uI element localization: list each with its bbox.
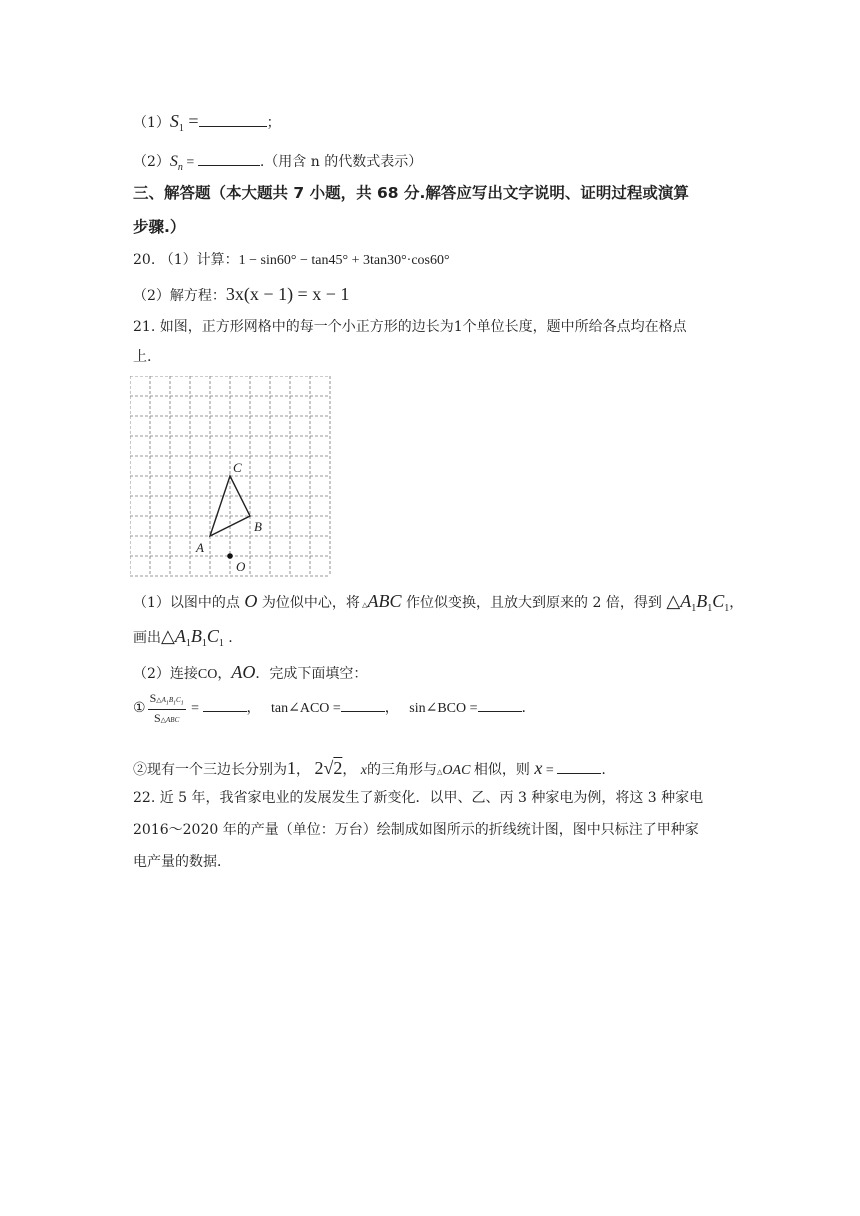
- q21-stem: 21. 如图，正方形网格中的每一个小正方形的边长为1个单位长度，题中所给各点均在格点: [133, 319, 687, 335]
- square-grid: [130, 376, 334, 580]
- q22-stem: 22. 近 5 年，我省家电业的发展发生了新变化．以甲、乙、丙 3 种家电为例，将这 3 种家电: [133, 790, 704, 806]
- answer-blank-sin-bco[interactable]: [478, 697, 522, 712]
- point-o: [227, 553, 233, 559]
- q21-stem-cont: 上.: [133, 349, 152, 365]
- q22-stem-cont1: 2016～2020 年的产量（单位：万台）绘制成如图所示的折线统计图，图中只标注了甲种家: [133, 822, 699, 838]
- grid-figure: [130, 376, 334, 584]
- label-c: C: [233, 460, 242, 475]
- two-root-two: 2√2: [314, 758, 343, 778]
- answer-blank-area-ratio[interactable]: [203, 697, 247, 712]
- answer-blank-tan-aco[interactable]: [341, 697, 385, 712]
- section3-title: 三、解答题（本大题共 7 小题，共 68 分.解答应写出文字说明、证明过程或演算: [133, 184, 689, 202]
- section3-title-cont: 步骤.）: [133, 218, 186, 236]
- q21-part1-draw: 画出$\triangle A_1B_1C_1$ .: [133, 626, 233, 649]
- q21-part2: （2）连接CO，AO．完成下面填空：: [133, 662, 368, 682]
- answer-blank-sn[interactable]: [198, 151, 260, 166]
- q21-part1: （1）以图中的点 O 为位似中心，将 △ABC 作位似变换，且放大到原来的 2 倍，得到 $\triangle A_1B_1C_1$，: [133, 591, 744, 614]
- area-ratio-fraction: $\frac{S\triangle A_1B_1C_1}{\text{S△ABC}}$: [149, 691, 184, 726]
- answer-blank-s1[interactable]: [199, 112, 267, 127]
- label-o: O: [236, 559, 246, 574]
- label-b: B: [254, 519, 262, 534]
- q20-part2: （2）解方程：3x(x − 1) = x − 1: [133, 284, 350, 304]
- s1-symbol: S: [169, 111, 179, 131]
- q19-part2: $(2)S_n$ = .（用含 n 的代数式表示）: [133, 153, 423, 173]
- q21-subq2: ②现有一个三边长分别为1， 2√2， x的三角形与△OAC 相似，则 x = .: [133, 758, 606, 778]
- q21-subq1: ① $\frac{S\triangle A_1B_1C_1}{\text{S△ABC}}$ = ， tan∠ACO = ， sin∠BCO = .: [133, 691, 526, 726]
- q19-part1: $(1)S_1$ = ；: [133, 111, 281, 134]
- q22-stem-cont2: 电产量的数据．: [133, 854, 231, 870]
- q20-part1: 20. （1）计算：1 − sin60° − tan45° + 3tan30°·cos60°: [133, 252, 450, 268]
- answer-blank-x[interactable]: [557, 759, 601, 774]
- label-a: A: [196, 540, 204, 555]
